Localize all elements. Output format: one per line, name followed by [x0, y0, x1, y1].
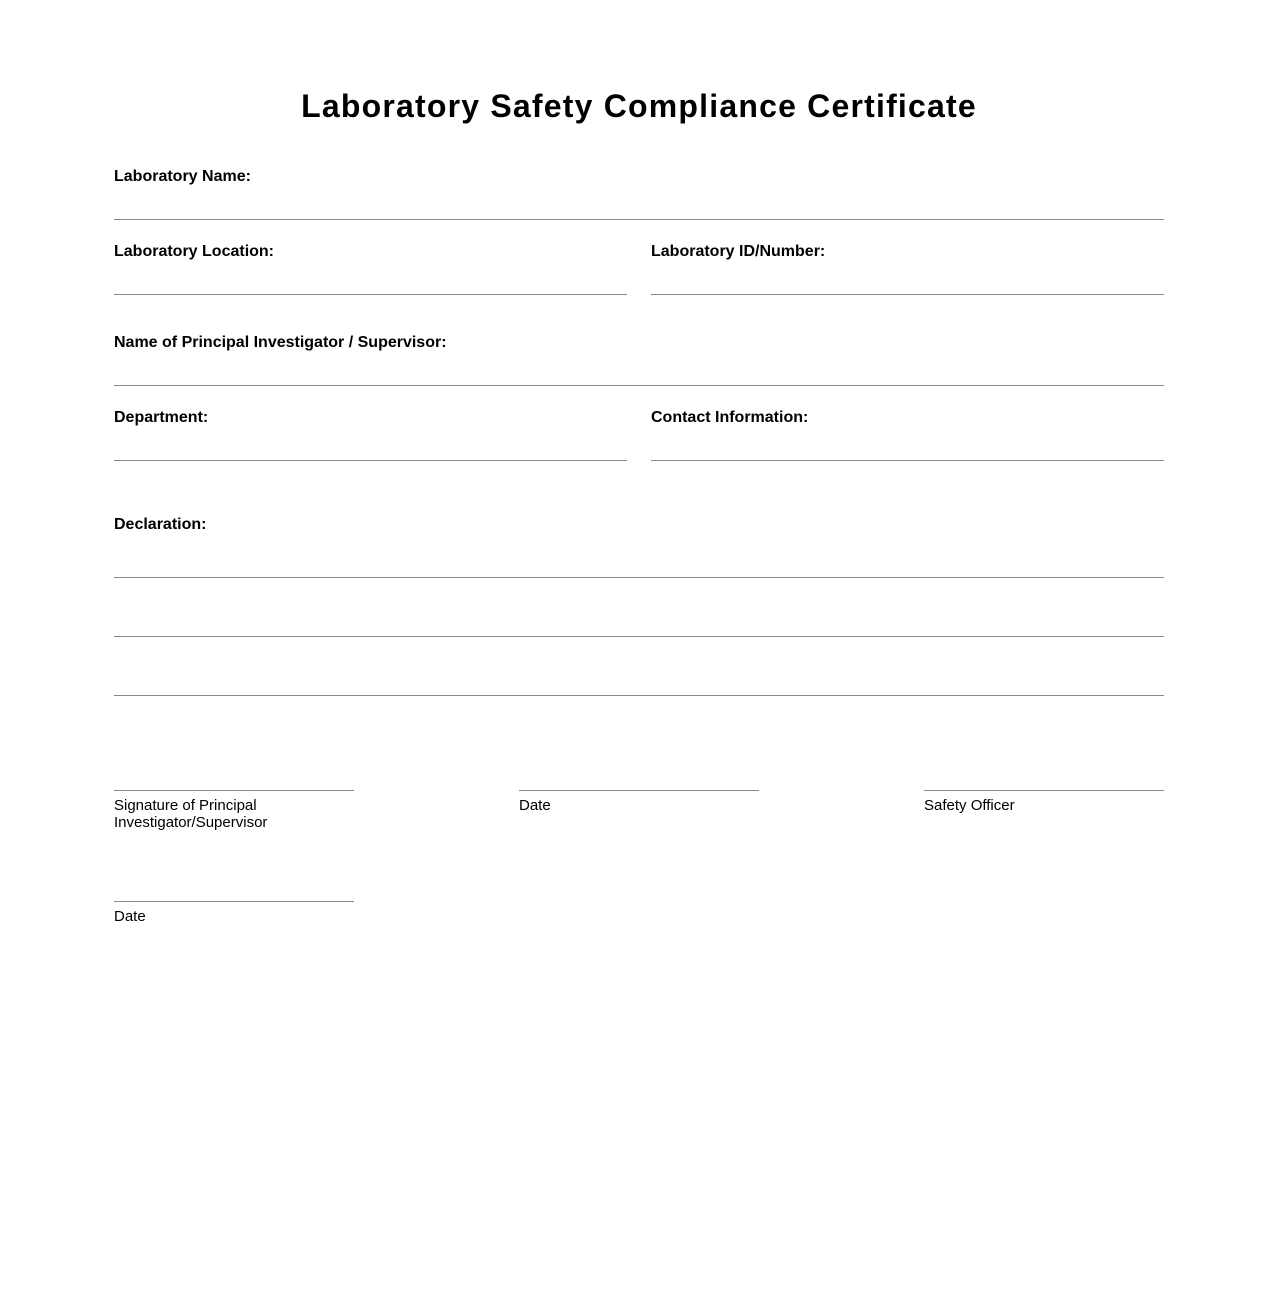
lab-location-field[interactable]: [114, 294, 627, 295]
lab-name-label: Laboratory Name:: [114, 168, 251, 185]
date-field-1[interactable]: [519, 790, 759, 791]
declaration-line-2[interactable]: [114, 636, 1164, 637]
pi-signature-label-line1: Signature of Principal: [114, 797, 257, 814]
lab-id-label: Laboratory ID/Number:: [651, 243, 826, 260]
contact-field[interactable]: [651, 460, 1164, 461]
pi-signature-field[interactable]: [114, 790, 354, 791]
lab-name-field[interactable]: [114, 219, 1164, 220]
declaration-line-1[interactable]: [114, 577, 1164, 578]
date-label-2: Date: [114, 908, 146, 925]
pi-name-label: Name of Principal Investigator / Supervisor:: [114, 334, 447, 351]
department-label: Department:: [114, 409, 209, 426]
page-title: Laboratory Safety Compliance Certificate: [301, 88, 977, 124]
declaration-line-3[interactable]: [114, 695, 1164, 696]
contact-label: Contact Information:: [651, 409, 809, 426]
lab-location-label: Laboratory Location:: [114, 243, 275, 260]
pi-name-field[interactable]: [114, 385, 1164, 386]
safety-officer-field[interactable]: [924, 790, 1164, 791]
declaration-label: Declaration:: [114, 516, 207, 533]
department-field[interactable]: [114, 460, 627, 461]
pi-signature-label: [114, 797, 267, 831]
date-field-2[interactable]: [114, 901, 354, 902]
date-label-1: Date: [519, 797, 551, 814]
pi-signature-label-line2: Investigator/Supervisor: [114, 814, 268, 831]
safety-officer-label: Safety Officer: [924, 797, 1015, 814]
lab-id-field[interactable]: [651, 294, 1164, 295]
